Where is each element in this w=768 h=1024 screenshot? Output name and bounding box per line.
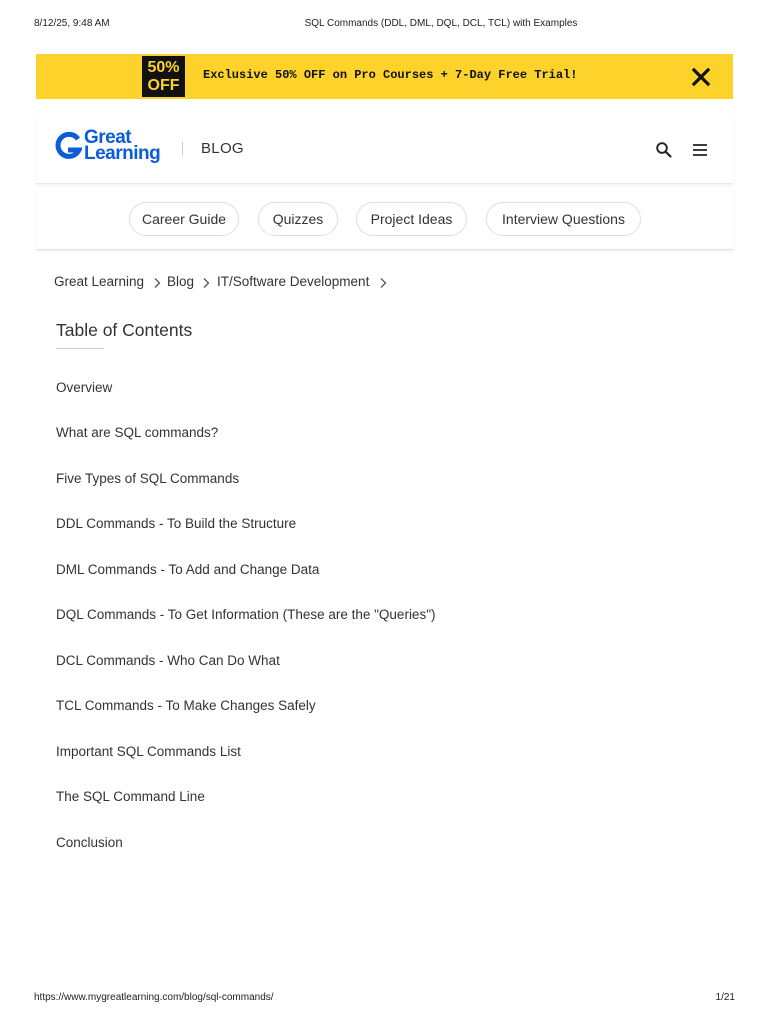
print-url: https://www.mygreatlearning.com/blog/sql-commands/ [34,992,274,1003]
chevron-right-icon [378,277,388,289]
print-footer [0,992,768,1006]
promo-badge [142,56,185,97]
breadcrumb-great-learning[interactable]: Great Learning [54,274,145,289]
toc-item-five-types[interactable]: Five Types of SQL Commands [56,471,240,486]
category-quizzes[interactable]: Quizzes [258,202,338,236]
toc-item-dql[interactable]: DQL Commands - To Get Information (These are the "Queries") [56,607,436,622]
logo-wordmark [84,127,161,164]
promo-badge-percent: 50% [147,59,180,76]
toc-title-underline [56,348,104,349]
hamburger-menu-icon[interactable] [691,141,709,159]
search-icon[interactable] [655,141,673,159]
print-datetime: 8/12/25, 9:48 AM [34,18,110,29]
toc-item-what-are-sql-commands[interactable]: What are SQL commands? [56,425,219,440]
blog-section-label[interactable]: BLOG [201,140,244,157]
chevron-right-icon [201,277,211,289]
toc-item-tcl[interactable]: TCL Commands - To Make Changes Safely [56,698,316,713]
category-nav [36,186,733,250]
logo-g-icon [54,130,82,164]
site-header [36,112,733,184]
promo-banner[interactable] [36,54,733,99]
print-header [0,18,768,32]
toc-item-command-line[interactable]: The SQL Command Line [56,789,205,804]
toc-item-commands-list[interactable]: Important SQL Commands List [56,744,241,759]
breadcrumb-it-software[interactable]: IT/Software Development [217,274,370,289]
close-icon[interactable] [690,66,712,88]
great-learning-logo[interactable] [54,127,174,170]
toc-title: Table of Contents [56,320,193,340]
breadcrumb-blog[interactable]: Blog [167,274,195,289]
print-page-number: 1/21 [715,992,735,1003]
category-project-ideas[interactable]: Project Ideas [356,202,467,236]
chevron-right-icon [152,277,162,289]
category-career-guide[interactable]: Career Guide [129,202,239,236]
logo-line-great: Great [84,127,132,148]
toc-item-dml[interactable]: DML Commands - To Add and Change Data [56,562,320,577]
promo-badge-off: OFF [147,77,180,94]
promo-text[interactable]: Exclusive 50% OFF on Pro Courses + 7-Day Free Trial! [203,68,578,82]
toc-item-conclusion[interactable]: Conclusion [56,835,123,850]
toc-item-dcl[interactable]: DCL Commands - Who Can Do What [56,653,280,668]
header-divider [182,142,183,156]
print-doc-title: SQL Commands (DDL, DML, DQL, DCL, TCL) with Examples [304,18,578,29]
category-interview-questions[interactable]: Interview Questions [486,202,641,236]
logo-line-learning: Learning [84,143,161,164]
toc-item-overview[interactable]: Overview [56,380,113,395]
toc-item-ddl[interactable]: DDL Commands - To Build the Structure [56,516,297,531]
